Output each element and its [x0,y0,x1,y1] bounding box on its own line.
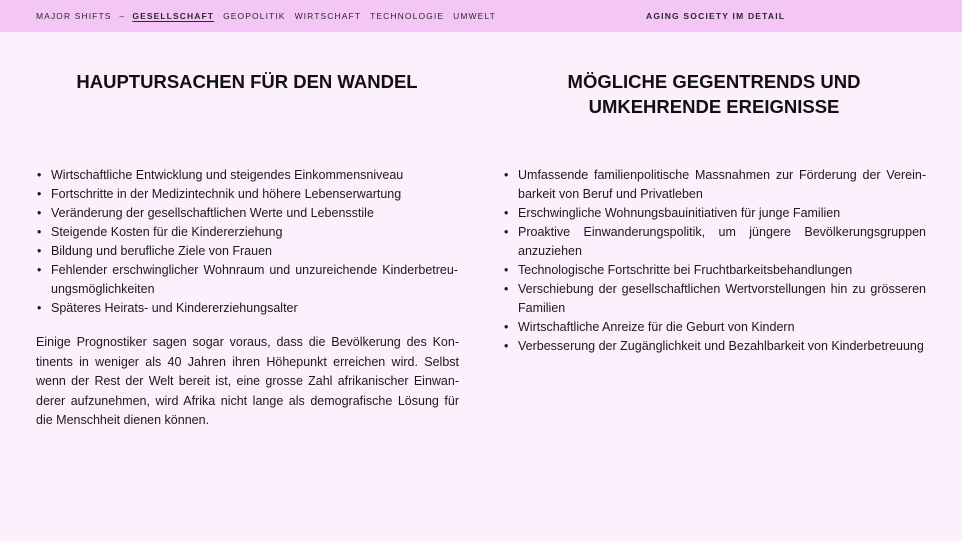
list-item: • Bildung und berufliche Ziele von Frauen [36,242,458,261]
list-item: • Steigende Kosten für die Kindererziehung [36,223,458,242]
countertrends-title: MÖGLICHE GEGENTRENDS UND UMKEHRENDE EREIGNISSE [567,71,861,117]
list-item: • Späteres Heirats- und Kindererziehungsalter [36,299,458,318]
main-nav [36,11,505,21]
list-item: • Fehlender erschwinglicher Wohnraum und unzureichende Kinderbetreuungsmöglichkeiten [36,261,458,299]
list-item: • Fortschritte in der Medizintechnik und höhere Lebenserwartung [36,185,458,204]
list-item: • Wirtschaftliche Entwicklung und steigendes Einkommensniveau [36,166,458,185]
top-bar [0,0,962,32]
nav-link-umwelt[interactable]: UMWELT [453,11,496,21]
list-item: • Proaktive Einwanderungspolitik, um jüngere Bevölkerungsgruppen anzuziehen [503,223,926,261]
nav-link-gesellschaft[interactable]: GESELLSCHAFT [132,11,215,21]
list-item: • Verbesserung der Zugänglichkeit und Bezahlbarkeit von Kinderbetreuung [503,337,926,356]
list-item: • Veränderung der gesellschaftlichen Werte und Lebensstile [36,204,458,223]
nav-link-geopolitik[interactable]: GEOPOLITIK [223,11,286,21]
nav-link-wirtschaft[interactable]: WIRTSCHAFT [294,11,362,21]
forecast-paragraph: Einige Prognostiker sagen sogar voraus, dass die Bevölkerung des Kontinents in weniger als 40 Jahren ihren Höhepunkt erreichen wird. Selbst wenn der Rest der Welt bereit ist, eine grosse Zahl afrikanischer Einwanderer aufzunehmen, wird Afrika nicht lange als demografische Lösung für die Menschheit dienen können. [36,335,459,427]
list-item: • Verschiebung der gesellschaftlichen Wertvorstellungen hin zu grösseren Familien [503,280,926,318]
list-item: • Wirtschaftliche Anreize für die Geburt von Kindern [503,318,926,337]
nav-link-technologie[interactable]: TECHNOLOGIE [370,11,445,21]
page-label: AGING SOCIETY IM DETAIL [646,11,786,21]
list-item: • Erschwingliche Wohnungsbauinitiativen für junge Familien [503,204,926,223]
causes-list [36,166,458,318]
countertrends-list [503,166,926,356]
causes-title: HAUPTURSACHEN FÜR DEN WANDEL [76,71,418,92]
list-item: • Technologische Fortschritte bei Fruchtbarkeitsbehandlungen [503,261,926,280]
nav-brand[interactable]: MAJOR SHIFTS [36,11,112,21]
list-item: • Umfassende familienpolitische Massnahmen zur Förderung der Vereinbarkeit von Beruf und Privatleben [503,166,926,204]
nav-separator: – [119,11,126,21]
